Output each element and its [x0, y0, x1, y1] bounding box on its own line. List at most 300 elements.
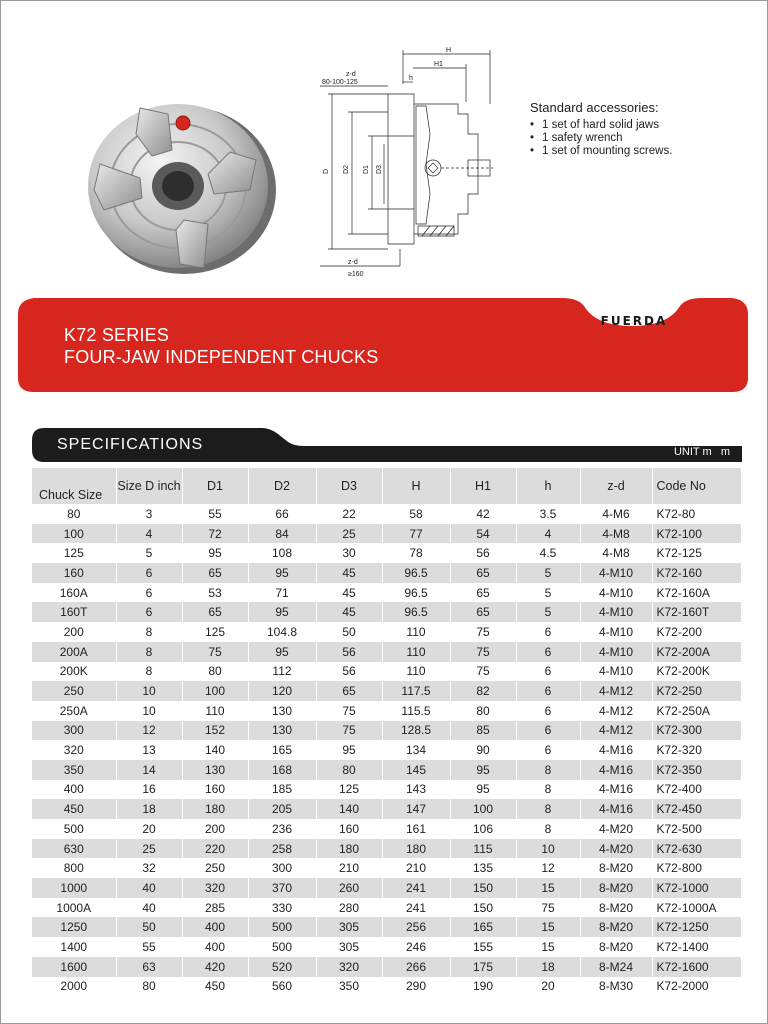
table-cell: 110 [382, 662, 450, 682]
dim-D-label: D [323, 168, 330, 174]
table-cell: K72-80 [652, 504, 741, 524]
table-cell: 500 [248, 917, 316, 937]
table-cell: 4 [116, 524, 182, 544]
table-cell: 350 [32, 760, 116, 780]
table-cell: 152 [182, 721, 248, 741]
col-header: Code No [652, 468, 741, 504]
table-cell: 200 [182, 819, 248, 839]
table-cell: 8-M20 [580, 858, 652, 878]
table-row [32, 602, 741, 622]
table-cell: 115.5 [382, 701, 450, 721]
table-row [32, 898, 741, 918]
unit-label: UNIT m m [673, 446, 730, 458]
table-cell: 32 [116, 858, 182, 878]
table-cell: 10 [116, 681, 182, 701]
table-cell: 40 [116, 898, 182, 918]
col-header: Chuck Size [32, 468, 116, 504]
table-cell: 250 [182, 858, 248, 878]
table-row [32, 799, 741, 819]
table-cell: 6 [516, 681, 580, 701]
table-cell: K72-300 [652, 721, 741, 741]
table-cell: 4-M12 [580, 681, 652, 701]
table-cell: 4-M8 [580, 524, 652, 544]
table-cell: 1000 [32, 878, 116, 898]
table-cell: 50 [116, 917, 182, 937]
table-cell: 56 [316, 662, 382, 682]
table-cell: 96.5 [382, 602, 450, 622]
zd-sizes-label: 80-100-125 [322, 79, 358, 86]
table-cell: 500 [32, 819, 116, 839]
accessories-list [530, 119, 750, 158]
table-cell: 8-M20 [580, 898, 652, 918]
table-cell: 180 [182, 799, 248, 819]
table-cell: 8-M20 [580, 937, 652, 957]
table-cell: 14 [116, 760, 182, 780]
table-cell: 18 [516, 957, 580, 977]
table-cell: 140 [316, 799, 382, 819]
table-cell: 8 [516, 760, 580, 780]
table-row [32, 839, 741, 859]
table-cell: 200K [32, 662, 116, 682]
table-cell: 80 [316, 760, 382, 780]
table-cell: 95 [450, 780, 516, 800]
table-cell: 145 [382, 760, 450, 780]
table-cell: 280 [316, 898, 382, 918]
table-cell: 55 [116, 937, 182, 957]
table-cell: 8-M30 [580, 977, 652, 997]
col-header: H1 [450, 468, 516, 504]
table-cell: 40 [116, 878, 182, 898]
table-cell: 100 [32, 524, 116, 544]
table-cell: 112 [248, 662, 316, 682]
table-cell: 96.5 [382, 563, 450, 583]
table-cell: 13 [116, 740, 182, 760]
table-cell: K72-250 [652, 681, 741, 701]
table-cell: 8-M24 [580, 957, 652, 977]
table-cell: 241 [382, 898, 450, 918]
table-cell: 54 [450, 524, 516, 544]
table-cell: 290 [382, 977, 450, 997]
col-header: D1 [182, 468, 248, 504]
table-row [32, 563, 741, 583]
table-cell: 155 [450, 937, 516, 957]
table-cell: 65 [182, 563, 248, 583]
table-cell: 6 [116, 583, 182, 603]
table-cell: 256 [382, 917, 450, 937]
table-cell: 200 [32, 622, 116, 642]
table-cell: K72-200 [652, 622, 741, 642]
table-cell: 110 [382, 642, 450, 662]
table-cell: 25 [116, 839, 182, 859]
table-cell: K72-160A [652, 583, 741, 603]
table-cell: 161 [382, 819, 450, 839]
table-cell: 56 [450, 543, 516, 563]
table-cell: 4-M10 [580, 602, 652, 622]
table-cell: 95 [248, 563, 316, 583]
table-body [32, 504, 741, 996]
table-cell: 8 [516, 799, 580, 819]
table-row [32, 583, 741, 603]
table-cell: K72-125 [652, 543, 741, 563]
table-cell: 82 [450, 681, 516, 701]
table-cell: 6 [516, 740, 580, 760]
table-cell: 800 [32, 858, 116, 878]
table-cell: 3 [116, 504, 182, 524]
table-cell: 50 [316, 622, 382, 642]
table-cell: 63 [116, 957, 182, 977]
table-cell: 8 [516, 819, 580, 839]
table-cell: 4-M10 [580, 563, 652, 583]
accessory-item: • 1 safety wrench [530, 132, 750, 145]
table-cell: 420 [182, 957, 248, 977]
table-cell: 3.5 [516, 504, 580, 524]
specifications-table [32, 468, 742, 996]
table-cell: 147 [382, 799, 450, 819]
table-cell: 260 [316, 878, 382, 898]
table-row [32, 524, 741, 544]
table-row [32, 543, 741, 563]
table-cell: 4-M6 [580, 504, 652, 524]
chuck-product-image [80, 90, 280, 280]
table-cell: 2000 [32, 977, 116, 997]
table-cell: 305 [316, 937, 382, 957]
table-cell: 100 [182, 681, 248, 701]
table-cell: 25 [316, 524, 382, 544]
table-cell: 5 [516, 602, 580, 622]
col-header: D3 [316, 468, 382, 504]
table-cell: 15 [516, 937, 580, 957]
table-cell: 200A [32, 642, 116, 662]
table-cell: 520 [248, 957, 316, 977]
table-cell: 42 [450, 504, 516, 524]
table-cell: 8 [116, 642, 182, 662]
table-cell: K72-160T [652, 602, 741, 622]
table-cell: 4-M16 [580, 780, 652, 800]
table-cell: 16 [116, 780, 182, 800]
table-cell: 5 [516, 583, 580, 603]
series-name: K72 SERIES [64, 325, 170, 345]
table-cell: 150 [450, 878, 516, 898]
table-cell: 320 [316, 957, 382, 977]
table-cell: K72-1600 [652, 957, 741, 977]
table-cell: 104.8 [248, 622, 316, 642]
table-cell: 53 [182, 583, 248, 603]
table-row [32, 917, 741, 937]
table-header-row [32, 468, 741, 504]
table-row [32, 504, 741, 524]
table-cell: K72-500 [652, 819, 741, 839]
table-cell: 205 [248, 799, 316, 819]
table-cell: 236 [248, 819, 316, 839]
table-cell: 250 [32, 681, 116, 701]
table-cell: 80 [450, 701, 516, 721]
table-cell: 6 [516, 701, 580, 721]
table-cell: 330 [248, 898, 316, 918]
table-cell: 175 [450, 957, 516, 977]
table-cell: 5 [116, 543, 182, 563]
table-cell: 75 [450, 662, 516, 682]
table-cell: 300 [32, 721, 116, 741]
accessory-item: • 1 set of hard solid jaws [530, 119, 750, 132]
dim-H-label: H [446, 47, 452, 54]
table-row [32, 780, 741, 800]
table-cell: 4-M16 [580, 740, 652, 760]
table-cell: 120 [248, 681, 316, 701]
table-cell: 65 [450, 602, 516, 622]
table-cell: 125 [182, 622, 248, 642]
table-cell: 185 [248, 780, 316, 800]
table-cell: 106 [450, 819, 516, 839]
table-cell: 210 [382, 858, 450, 878]
table-cell: K72-1000A [652, 898, 741, 918]
table-cell: 95 [248, 642, 316, 662]
table-cell: 6 [116, 563, 182, 583]
table-cell: 1000A [32, 898, 116, 918]
table-cell: 117.5 [382, 681, 450, 701]
table-cell: K72-100 [652, 524, 741, 544]
table-cell: 285 [182, 898, 248, 918]
specifications-title: SPECIFICATIONS [57, 436, 204, 453]
table-cell: K72-450 [652, 799, 741, 819]
table-cell: 350 [316, 977, 382, 997]
table-cell: K72-320 [652, 740, 741, 760]
table-cell: 160 [182, 780, 248, 800]
table-cell: K72-800 [652, 858, 741, 878]
table-cell: 250A [32, 701, 116, 721]
table-cell: 5 [516, 563, 580, 583]
table-cell: 95 [316, 740, 382, 760]
table-cell: 165 [248, 740, 316, 760]
table-row [32, 721, 741, 741]
series-banner [18, 292, 748, 394]
table-cell: 65 [316, 681, 382, 701]
table-cell: K72-1250 [652, 917, 741, 937]
table-cell: 115 [450, 839, 516, 859]
table-cell: 45 [316, 563, 382, 583]
table-cell: 75 [182, 642, 248, 662]
table-cell: 168 [248, 760, 316, 780]
dim-h-label: h [409, 75, 413, 82]
table-cell: 210 [316, 858, 382, 878]
table-cell: 1250 [32, 917, 116, 937]
table-cell: 4-M10 [580, 662, 652, 682]
table-cell: K72-160 [652, 563, 741, 583]
table-cell: 1600 [32, 957, 116, 977]
table-cell: K72-350 [652, 760, 741, 780]
table-cell: 65 [450, 583, 516, 603]
table-cell: 125 [32, 543, 116, 563]
table-cell: 15 [516, 917, 580, 937]
table-cell: 80 [116, 977, 182, 997]
table-cell: 180 [382, 839, 450, 859]
table-cell: 190 [450, 977, 516, 997]
table-cell: 75 [450, 622, 516, 642]
table-cell: 450 [32, 799, 116, 819]
table-cell: 4-M12 [580, 701, 652, 721]
table-cell: 4-M10 [580, 583, 652, 603]
table-cell: 4-M20 [580, 819, 652, 839]
table-cell: 45 [316, 583, 382, 603]
specifications-header-bar [32, 428, 742, 462]
table-cell: 96.5 [382, 583, 450, 603]
table-cell: 4 [516, 524, 580, 544]
table-cell: 4-M10 [580, 642, 652, 662]
table-cell: 55 [182, 504, 248, 524]
table-cell: 66 [248, 504, 316, 524]
table-cell: 241 [382, 878, 450, 898]
table-cell: 134 [382, 740, 450, 760]
table-cell: 4-M20 [580, 839, 652, 859]
technical-drawing [318, 44, 530, 284]
table-cell: 100 [450, 799, 516, 819]
table-cell: 77 [382, 524, 450, 544]
table-row [32, 701, 741, 721]
table-cell: 450 [182, 977, 248, 997]
table-cell: 4-M16 [580, 799, 652, 819]
table-cell: 128.5 [382, 721, 450, 741]
table-cell: 400 [182, 937, 248, 957]
table-cell: 8 [116, 662, 182, 682]
table-cell: 75 [450, 642, 516, 662]
table-cell: 130 [182, 760, 248, 780]
table-cell: 80 [182, 662, 248, 682]
table-cell: 4-M10 [580, 622, 652, 642]
col-header: z-d [580, 468, 652, 504]
table-cell: 305 [316, 917, 382, 937]
table-cell: 12 [516, 858, 580, 878]
table-row [32, 878, 741, 898]
table-cell: 160 [32, 563, 116, 583]
table-cell: 300 [248, 858, 316, 878]
table-cell: 135 [450, 858, 516, 878]
zd-top-label: z-d [346, 71, 356, 78]
table-cell: 56 [316, 642, 382, 662]
table-cell: 8 [516, 780, 580, 800]
table-cell: 8-M20 [580, 917, 652, 937]
table-cell: 95 [248, 602, 316, 622]
table-cell: 4-M16 [580, 760, 652, 780]
table-cell: K72-2000 [652, 977, 741, 997]
table-cell: K72-1400 [652, 937, 741, 957]
table-cell: 58 [382, 504, 450, 524]
table-cell: 45 [316, 602, 382, 622]
table-row [32, 740, 741, 760]
table-cell: 220 [182, 839, 248, 859]
table-cell: 110 [182, 701, 248, 721]
table-cell: 95 [450, 760, 516, 780]
table-row [32, 681, 741, 701]
table-cell: 500 [248, 937, 316, 957]
table-cell: 72 [182, 524, 248, 544]
table-cell: 65 [182, 602, 248, 622]
table-cell: 258 [248, 839, 316, 859]
table-cell: 160A [32, 583, 116, 603]
table-row [32, 957, 741, 977]
table-cell: 80 [32, 504, 116, 524]
table-cell: 320 [182, 878, 248, 898]
table-cell: 6 [516, 662, 580, 682]
table-cell: 78 [382, 543, 450, 563]
table-cell: 160 [316, 819, 382, 839]
table-row [32, 858, 741, 878]
table-cell: 15 [516, 878, 580, 898]
table-cell: 20 [516, 977, 580, 997]
table-row [32, 819, 741, 839]
zd-bottom-label: z-d [348, 259, 358, 266]
table-cell: 10 [516, 839, 580, 859]
table-row [32, 642, 741, 662]
table-cell: 140 [182, 740, 248, 760]
table-cell: 8 [116, 622, 182, 642]
table-cell: 75 [316, 721, 382, 741]
table-cell: 4-M12 [580, 721, 652, 741]
table-cell: 84 [248, 524, 316, 544]
table-cell: 246 [382, 937, 450, 957]
col-header: Size D inch [116, 468, 182, 504]
table-cell: 370 [248, 878, 316, 898]
brand-logo-text: FUERDA [600, 314, 668, 328]
table-cell: 150 [450, 898, 516, 918]
table-cell: 130 [248, 701, 316, 721]
table-cell: 400 [32, 780, 116, 800]
table-row [32, 622, 741, 642]
table-cell: 95 [182, 543, 248, 563]
table-cell: 65 [450, 563, 516, 583]
table-cell: 75 [516, 898, 580, 918]
table-row [32, 662, 741, 682]
table-cell: 320 [32, 740, 116, 760]
table-cell: 6 [116, 602, 182, 622]
table-cell: 85 [450, 721, 516, 741]
table-cell: 4-M8 [580, 543, 652, 563]
dim-H1-label: H1 [434, 61, 443, 68]
table-cell: 400 [182, 917, 248, 937]
series-subtitle: FOUR-JAW INDEPENDENT CHUCKS [64, 347, 379, 367]
col-header: h [516, 468, 580, 504]
table-row [32, 937, 741, 957]
table-cell: 6 [516, 642, 580, 662]
col-header: H [382, 468, 450, 504]
banner-title [64, 324, 378, 368]
table-cell: 6 [516, 721, 580, 741]
table-cell: K72-400 [652, 780, 741, 800]
col-header: D2 [248, 468, 316, 504]
table-cell: 630 [32, 839, 116, 859]
table-cell: 90 [450, 740, 516, 760]
dim-D3-label: D3 [376, 165, 383, 174]
table-cell: 110 [382, 622, 450, 642]
table-cell: 143 [382, 780, 450, 800]
table-cell: 165 [450, 917, 516, 937]
table-cell: K72-1000 [652, 878, 741, 898]
table-cell: 560 [248, 977, 316, 997]
table-cell: 12 [116, 721, 182, 741]
table-cell: 125 [316, 780, 382, 800]
dim-D2-label: D2 [343, 165, 350, 174]
table-cell: 130 [248, 721, 316, 741]
table-row [32, 760, 741, 780]
table-cell: 10 [116, 701, 182, 721]
table-cell: K72-250A [652, 701, 741, 721]
table-cell: 266 [382, 957, 450, 977]
table-cell: 75 [316, 701, 382, 721]
table-cell: K72-630 [652, 839, 741, 859]
standard-accessories [530, 100, 750, 158]
table-cell: 1400 [32, 937, 116, 957]
table-cell: 108 [248, 543, 316, 563]
table-cell: 180 [316, 839, 382, 859]
table-cell: 18 [116, 799, 182, 819]
